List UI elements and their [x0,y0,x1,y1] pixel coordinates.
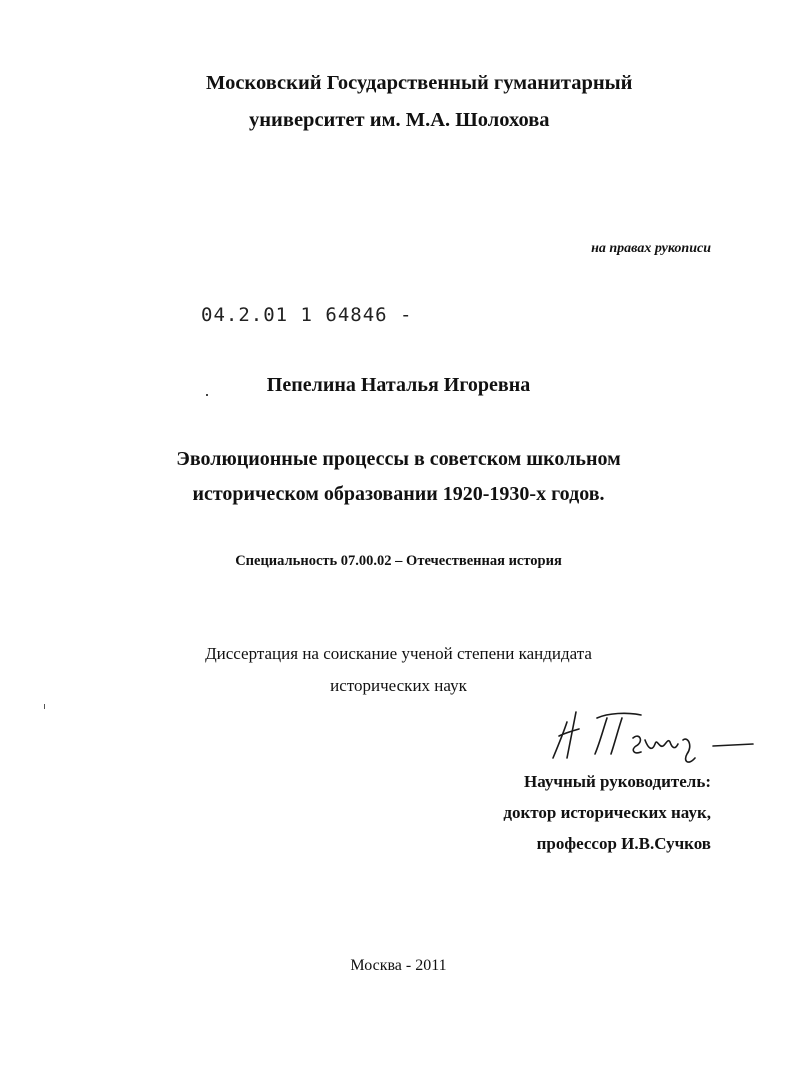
city-year: Москва - 2011 [350,957,447,974]
scan-speck [44,704,45,709]
university-name-line1: Московский Государственный гуманитарный [206,72,633,94]
thesis-title-line2: историческом образовании 1920-1930-х годов. [192,483,605,505]
dissertation-line2: исторических наук [330,676,467,695]
supervisor-name: профессор И.В.Сучков [536,834,711,853]
handwritten-signature-icon [545,702,760,768]
catalog-code: 04.2.01 1 64846 - [201,304,413,326]
specialty-line: Специальность 07.00.02 – Отечественная история [235,553,562,569]
manuscript-note: на правах рукописи [591,241,711,256]
supervisor-label: Научный руководитель: [524,772,711,791]
supervisor-degree: доктор исторических наук, [503,803,711,822]
dissertation-line1: Диссертация на соискание ученой степени кандидата [205,644,592,663]
author-name: Пепелина Наталья Игоревна [266,374,531,396]
thesis-title-line1: Эволюционные процессы в советском школьном [176,448,621,470]
university-name-line2: университет им. М.А. Шолохова [249,109,550,131]
